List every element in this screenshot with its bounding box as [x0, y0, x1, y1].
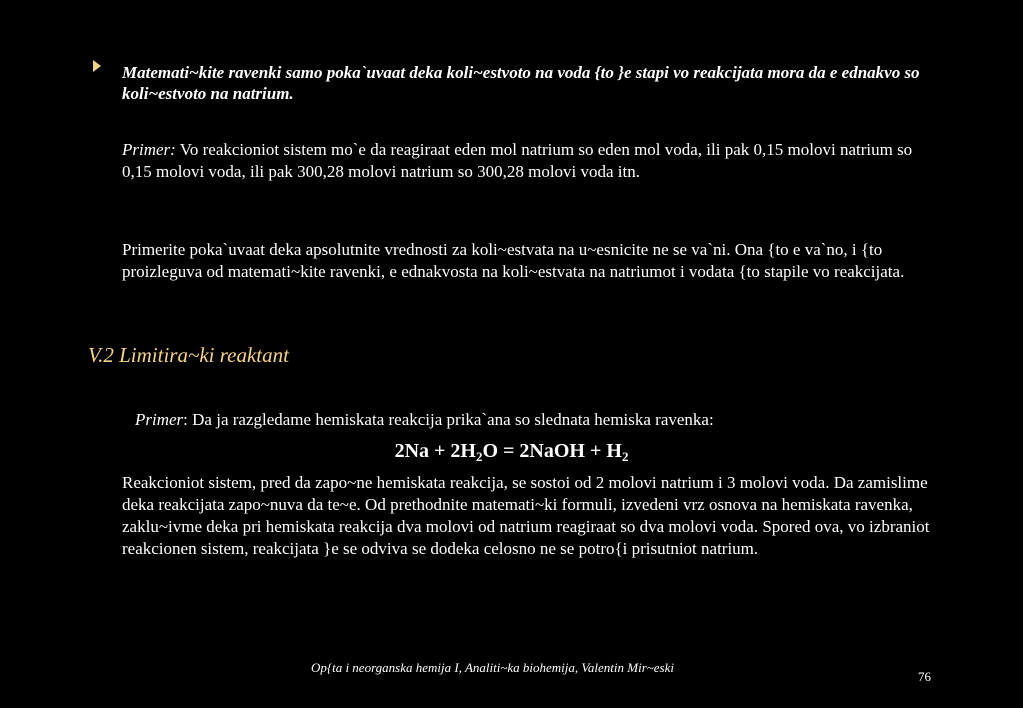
- example-paragraph-2: [135, 409, 935, 431]
- example-paragraph-1: [122, 139, 942, 183]
- page-number: 76: [918, 669, 931, 684]
- equation-part: O = 2NaOH + H: [482, 440, 622, 462]
- bullet-statement: Matemati~kite ravenki samo poka`uvaat deka koli~estvoto na voda {to }e stapi vo reakcijata mora da e ednakvo so koli~estvoto na natrium.: [122, 63, 920, 103]
- example-text: Vo reakcioniot sistem mo`e da reagiraat eden mol natrium so eden mol voda, ili pak 0,15 molovi natrium so 0,15 molovi voda, ili pak 300,28 molovi natrium so 300,28 molovi voda itn.: [122, 140, 913, 181]
- equation-part: 2Na + 2H: [394, 440, 476, 462]
- chemical-equation: [0, 437, 1023, 465]
- section-heading: V.2 Limitira~ki reaktant: [88, 343, 289, 367]
- example-label: Primer:: [122, 140, 176, 159]
- explanation-paragraph: Primerite poka`uvaat deka apsolutnite vrednosti za koli~estvata na u~esnicite ne se va`ni. Ona {to e va`no, i {to proizleguva od matemati~kite ravenki, e ednakvosta na koli~estvata na natriumot i vodata {to stapile vo reakcijata.: [122, 240, 905, 281]
- slide-footer: Op{ta i neorganska hemija I, Analiti~ka biohemija, Valentin Mir~eski: [311, 660, 674, 675]
- example-label: Primer: [135, 410, 184, 429]
- example-text: : Da ja razgledame hemiskata reakcija prika`ana so slednata hemiska ravenka:: [183, 410, 714, 429]
- triangle-bullet-icon: [93, 60, 101, 72]
- reaction-system-paragraph: Reakcioniot sistem, pred da zapo~ne hemiskata reakcija, se sostoi od 2 molovi natrium i 3 molovi voda. Da zamislime deka reakcijata zapo~nuva da te~e. Od prethodnite matemati~ki formuli, izvedeni vrz osnova na hemiskata ravenka, zaklu~ivme deka pri hemiskata reakcija dva molovi od natrium reagiraat so dva molovi voda. Spored ova, vo izbraniot reakcionen sistem, reakcijata }e se odviva se dodeka celosno ne se potro{i prisutniot natrium.: [122, 473, 930, 558]
- equation-subscript: 2: [621, 449, 629, 464]
- equation-subscript: 2: [475, 449, 483, 464]
